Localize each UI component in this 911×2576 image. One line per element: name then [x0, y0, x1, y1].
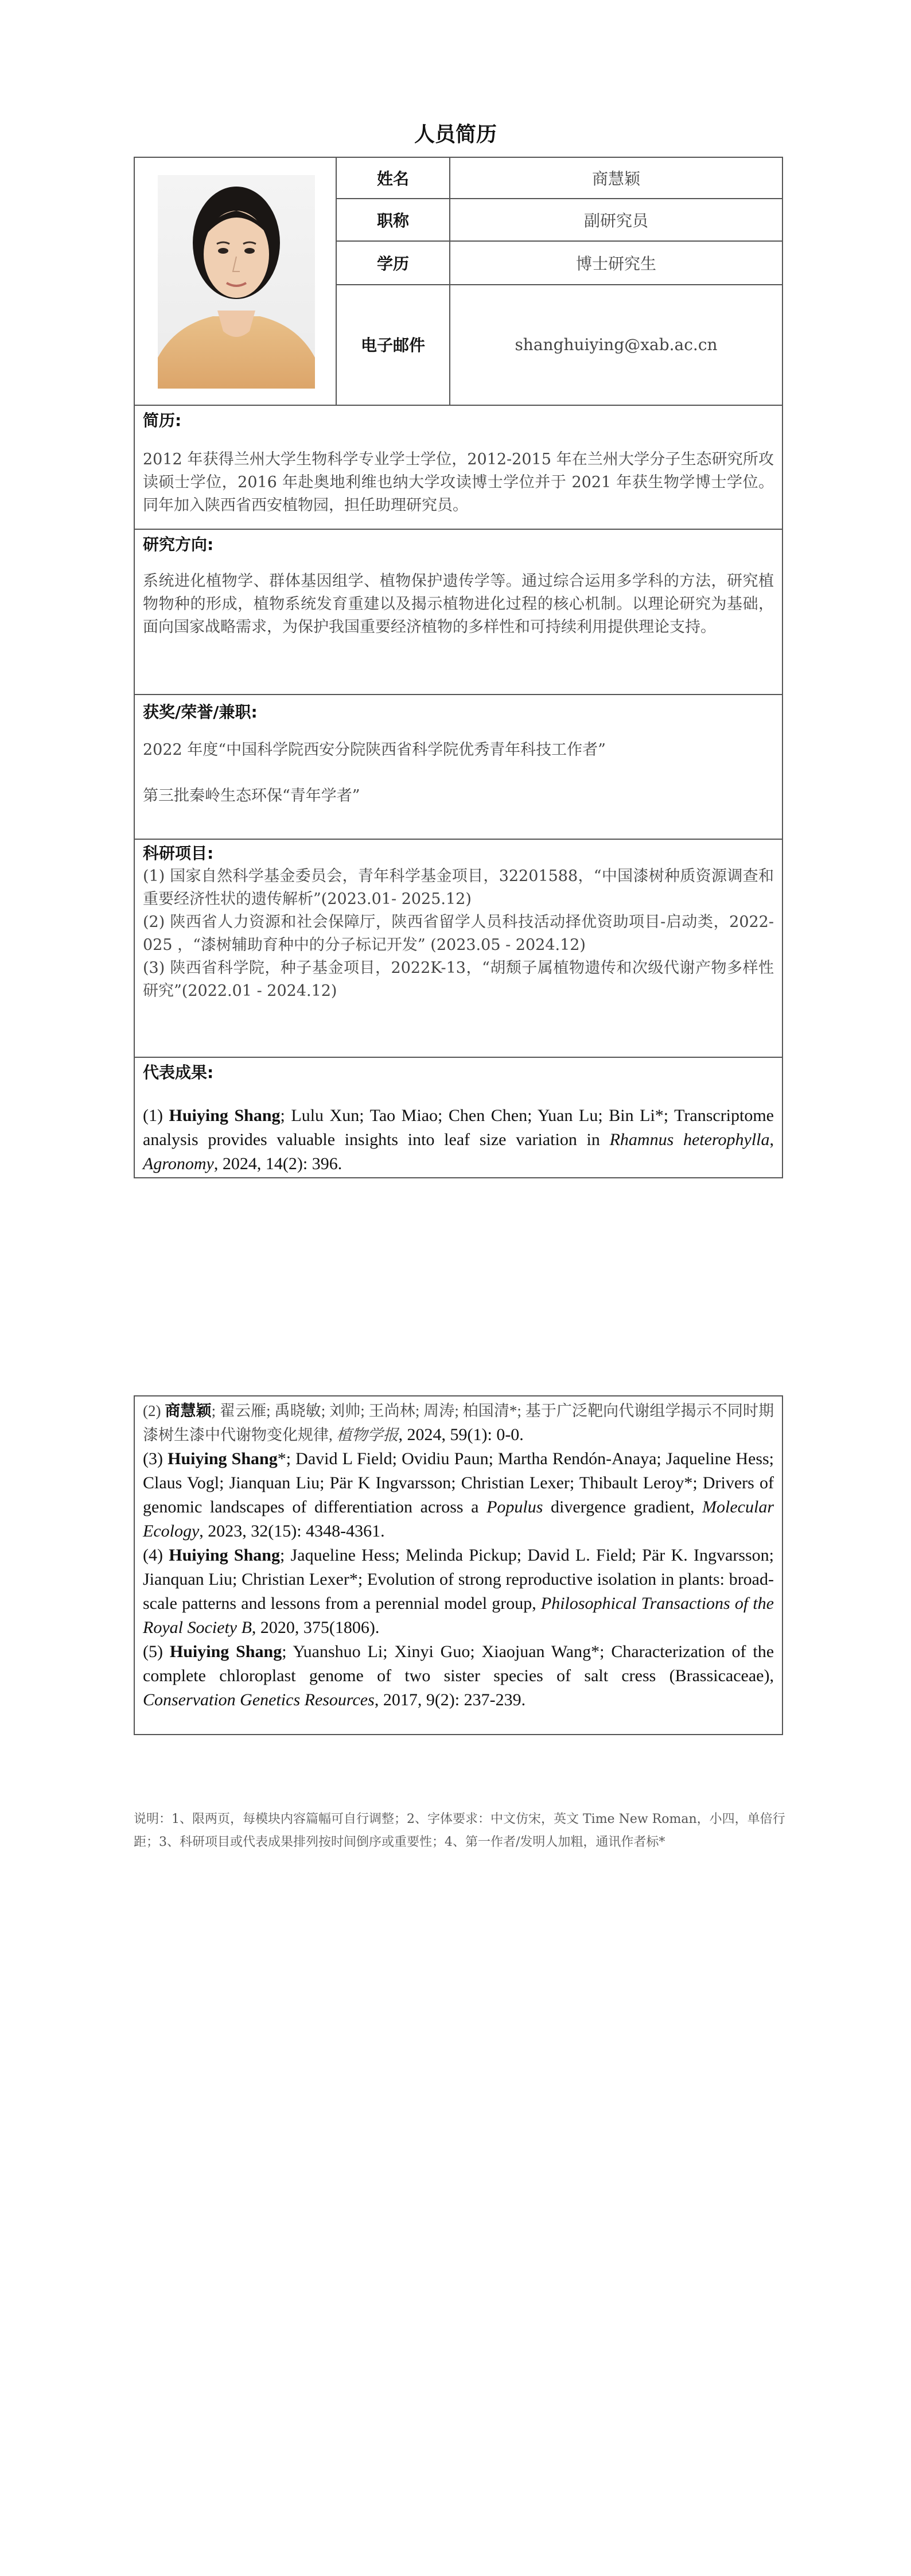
pub-journal: Molecular Ecology [143, 1498, 774, 1541]
publication-2 [135, 1399, 782, 1447]
pub-journal: Philosophical Transactions of the Royal Society B [143, 1594, 774, 1637]
name-value-cell [450, 158, 782, 199]
achievements-section [135, 1058, 782, 1177]
publication-5 [135, 1640, 782, 1712]
position-label: 职称 [376, 211, 409, 230]
publication-1 [135, 1104, 782, 1176]
name-label-cell [337, 158, 449, 199]
pub-number: (2) [143, 1402, 165, 1419]
education-label: 学历 [376, 254, 409, 273]
projects-heading: 科研项目: [143, 844, 214, 863]
bio-section [135, 406, 782, 530]
education-value-cell [450, 242, 782, 285]
pub-author-bold: Huiying Shang [169, 1106, 281, 1125]
research-text: 系统进化植物学、群体基因组学、植物保护遗传学等。通过综合运用多学科的方法，研究植物物种的形成，植物系统发育重建以及揭示植物进化过程的核心机制。以理论研究为基础，面向国家战略需求，为保护我国重要经济植物的多样性和可持续利用提供理论支持。 [143, 572, 774, 636]
education-value: 博士研究生 [575, 254, 656, 273]
pub-text: ; Yuanshuo Li; Xinyi Guo; Xiaojuan Wang*; Characterization of the complete chloroplast genome of two sister species of salt cress (Brassicaceae), [143, 1642, 774, 1685]
pub-text: ; 翟云雁; 禹晓敏; 刘帅; 王尚林; 周涛; 柏国清*; 基于广泛靶向代谢组学揭示不同时期漆树生漆中代谢物变化规律, [143, 1402, 774, 1444]
pub-tail: , 2024, 59(1): 0-0. [398, 1425, 524, 1444]
resume-box-page2 [134, 1395, 783, 1735]
research-section [135, 530, 782, 695]
position-value: 副研究员 [583, 211, 648, 230]
pub-author-bold: Huiying Shang [169, 1642, 282, 1661]
email-label: 电子邮件 [360, 336, 425, 355]
projects-section [135, 840, 782, 1058]
pub-species: Rhamnus heterophylla [609, 1130, 770, 1149]
resume-box-page1 [134, 157, 783, 1178]
pub-author-bold: Huiying Shang [168, 1449, 278, 1468]
profile-table [135, 158, 782, 406]
pub-sep: , [769, 1130, 774, 1149]
pub-author-bold: 商慧颖 [165, 1402, 212, 1419]
pub-number: (1) [143, 1106, 169, 1125]
pub-tail: , 2017, 9(2): 237-239. [374, 1690, 526, 1709]
position-value-cell [450, 199, 782, 242]
email-label-cell [337, 285, 449, 404]
pub-tail: , 2024, 14(2): 396. [213, 1154, 342, 1173]
name-value: 商慧颖 [591, 169, 640, 188]
position-label-cell [337, 199, 449, 242]
email-value-cell [450, 285, 782, 404]
achievements-heading: 代表成果: [143, 1063, 214, 1082]
pub-journal: Agronomy [143, 1154, 214, 1173]
award-item: 第三批秦岭生态环保“青年学者” [143, 787, 360, 805]
project-item: (1) 国家自然科学基金委员会，青年科学基金项目，32201588，“中国漆树种质资源调查和重要经济性状的遗传解析”(2023.01- 2025.12) [143, 867, 774, 908]
photo-cell [135, 158, 337, 405]
pub-text: ; Lulu Xun; Tao Miao; Chen Chen; Yuan Lu; Bin Li*; Transcriptome analysis provides valuable insights into leaf size variation in [143, 1106, 774, 1149]
awards-section [135, 695, 782, 840]
publication-4 [135, 1543, 782, 1640]
education-label-cell [337, 242, 449, 285]
bio-text: 2012 年获得兰州大学生物科学专业学士学位，2012-2015 年在兰州大学分子生态研究所攻读硕士学位，2016 年赴奥地利维也纳大学攻读博士学位并于 2021 年获生物学博士学位。同年加入陕西省西安植物园，担任助理研究员。 [143, 451, 774, 514]
pub-number: (3) [143, 1449, 168, 1468]
award-item: 2022 年度“中国科学院西安分院陕西省科学院优秀青年科技工作者” [143, 741, 606, 759]
research-heading: 研究方向: [143, 535, 214, 554]
pub-number: (4) [143, 1546, 169, 1565]
project-item: (3) 陕西省科学院，种子基金项目，2022K-13，“胡颓子属植物遗传和次级代谢产物多样性研究”(2022.01 - 2024.12) [143, 959, 774, 1000]
pub-journal: Conservation Genetics Resources [143, 1690, 375, 1709]
awards-heading: 获奖/荣誉/兼职: [143, 703, 258, 721]
pub-tail: , 2023, 32(15): 4348-4361. [199, 1522, 385, 1541]
publication-3 [135, 1447, 782, 1543]
label-column [337, 158, 450, 405]
awards-list [135, 739, 782, 808]
page-title: 人员简历 [414, 123, 497, 146]
portrait-photo [158, 175, 315, 389]
email-value: shanghuiying@xab.ac.cn [515, 335, 718, 354]
projects-list [135, 865, 782, 1003]
project-item: (2) 陕西省人力资源和社会保障厅，陕西省留学人员科技活动择优资助项目-启动类，2022-025 ，“漆树辅助育种中的分子标记开发” (2023.05 - 2024.12) [143, 913, 774, 954]
pub-text: divergence gradient, [543, 1498, 703, 1516]
pub-species: Populus [486, 1498, 543, 1516]
pub-journal: 植物学报 [336, 1426, 399, 1444]
value-column [450, 158, 782, 405]
bio-heading: 简历: [143, 411, 182, 430]
pub-number: (5) [143, 1642, 170, 1661]
pub-tail: , 2020, 375(1806). [251, 1618, 380, 1637]
pub-author-bold: Huiying Shang [169, 1546, 280, 1565]
pub-text: *; David L Field; Ovidiu Paun; Martha Rendón-Anaya; Jaqueline Hess; Claus Vogl; Jianquan Liu; Pär K Ingvarsson; Christian Lexer; Thibault Leroy*; Drivers of genomic landscapes of differentiation across a [143, 1449, 774, 1516]
pub-text: ; Jaqueline Hess; Melinda Pickup; David L. Field; Pär K. Ingvarsson; Jianquan Liu; Christian Lexer*; Evolution of strong reproductive isolation in plants: broad-scale patterns and lessons from a perennial model group, [143, 1546, 774, 1613]
name-label: 姓名 [376, 169, 409, 188]
footnote: 说明：1、限两页，每模块内容篇幅可自行调整；2、字体要求：中文仿宋，英文 Time New Roman，小四，单倍行距；3、科研项目或代表成果排列按时间倒序或重要性；4、第一作者/发明人加粗，通讯作者标* [134, 1812, 785, 1849]
